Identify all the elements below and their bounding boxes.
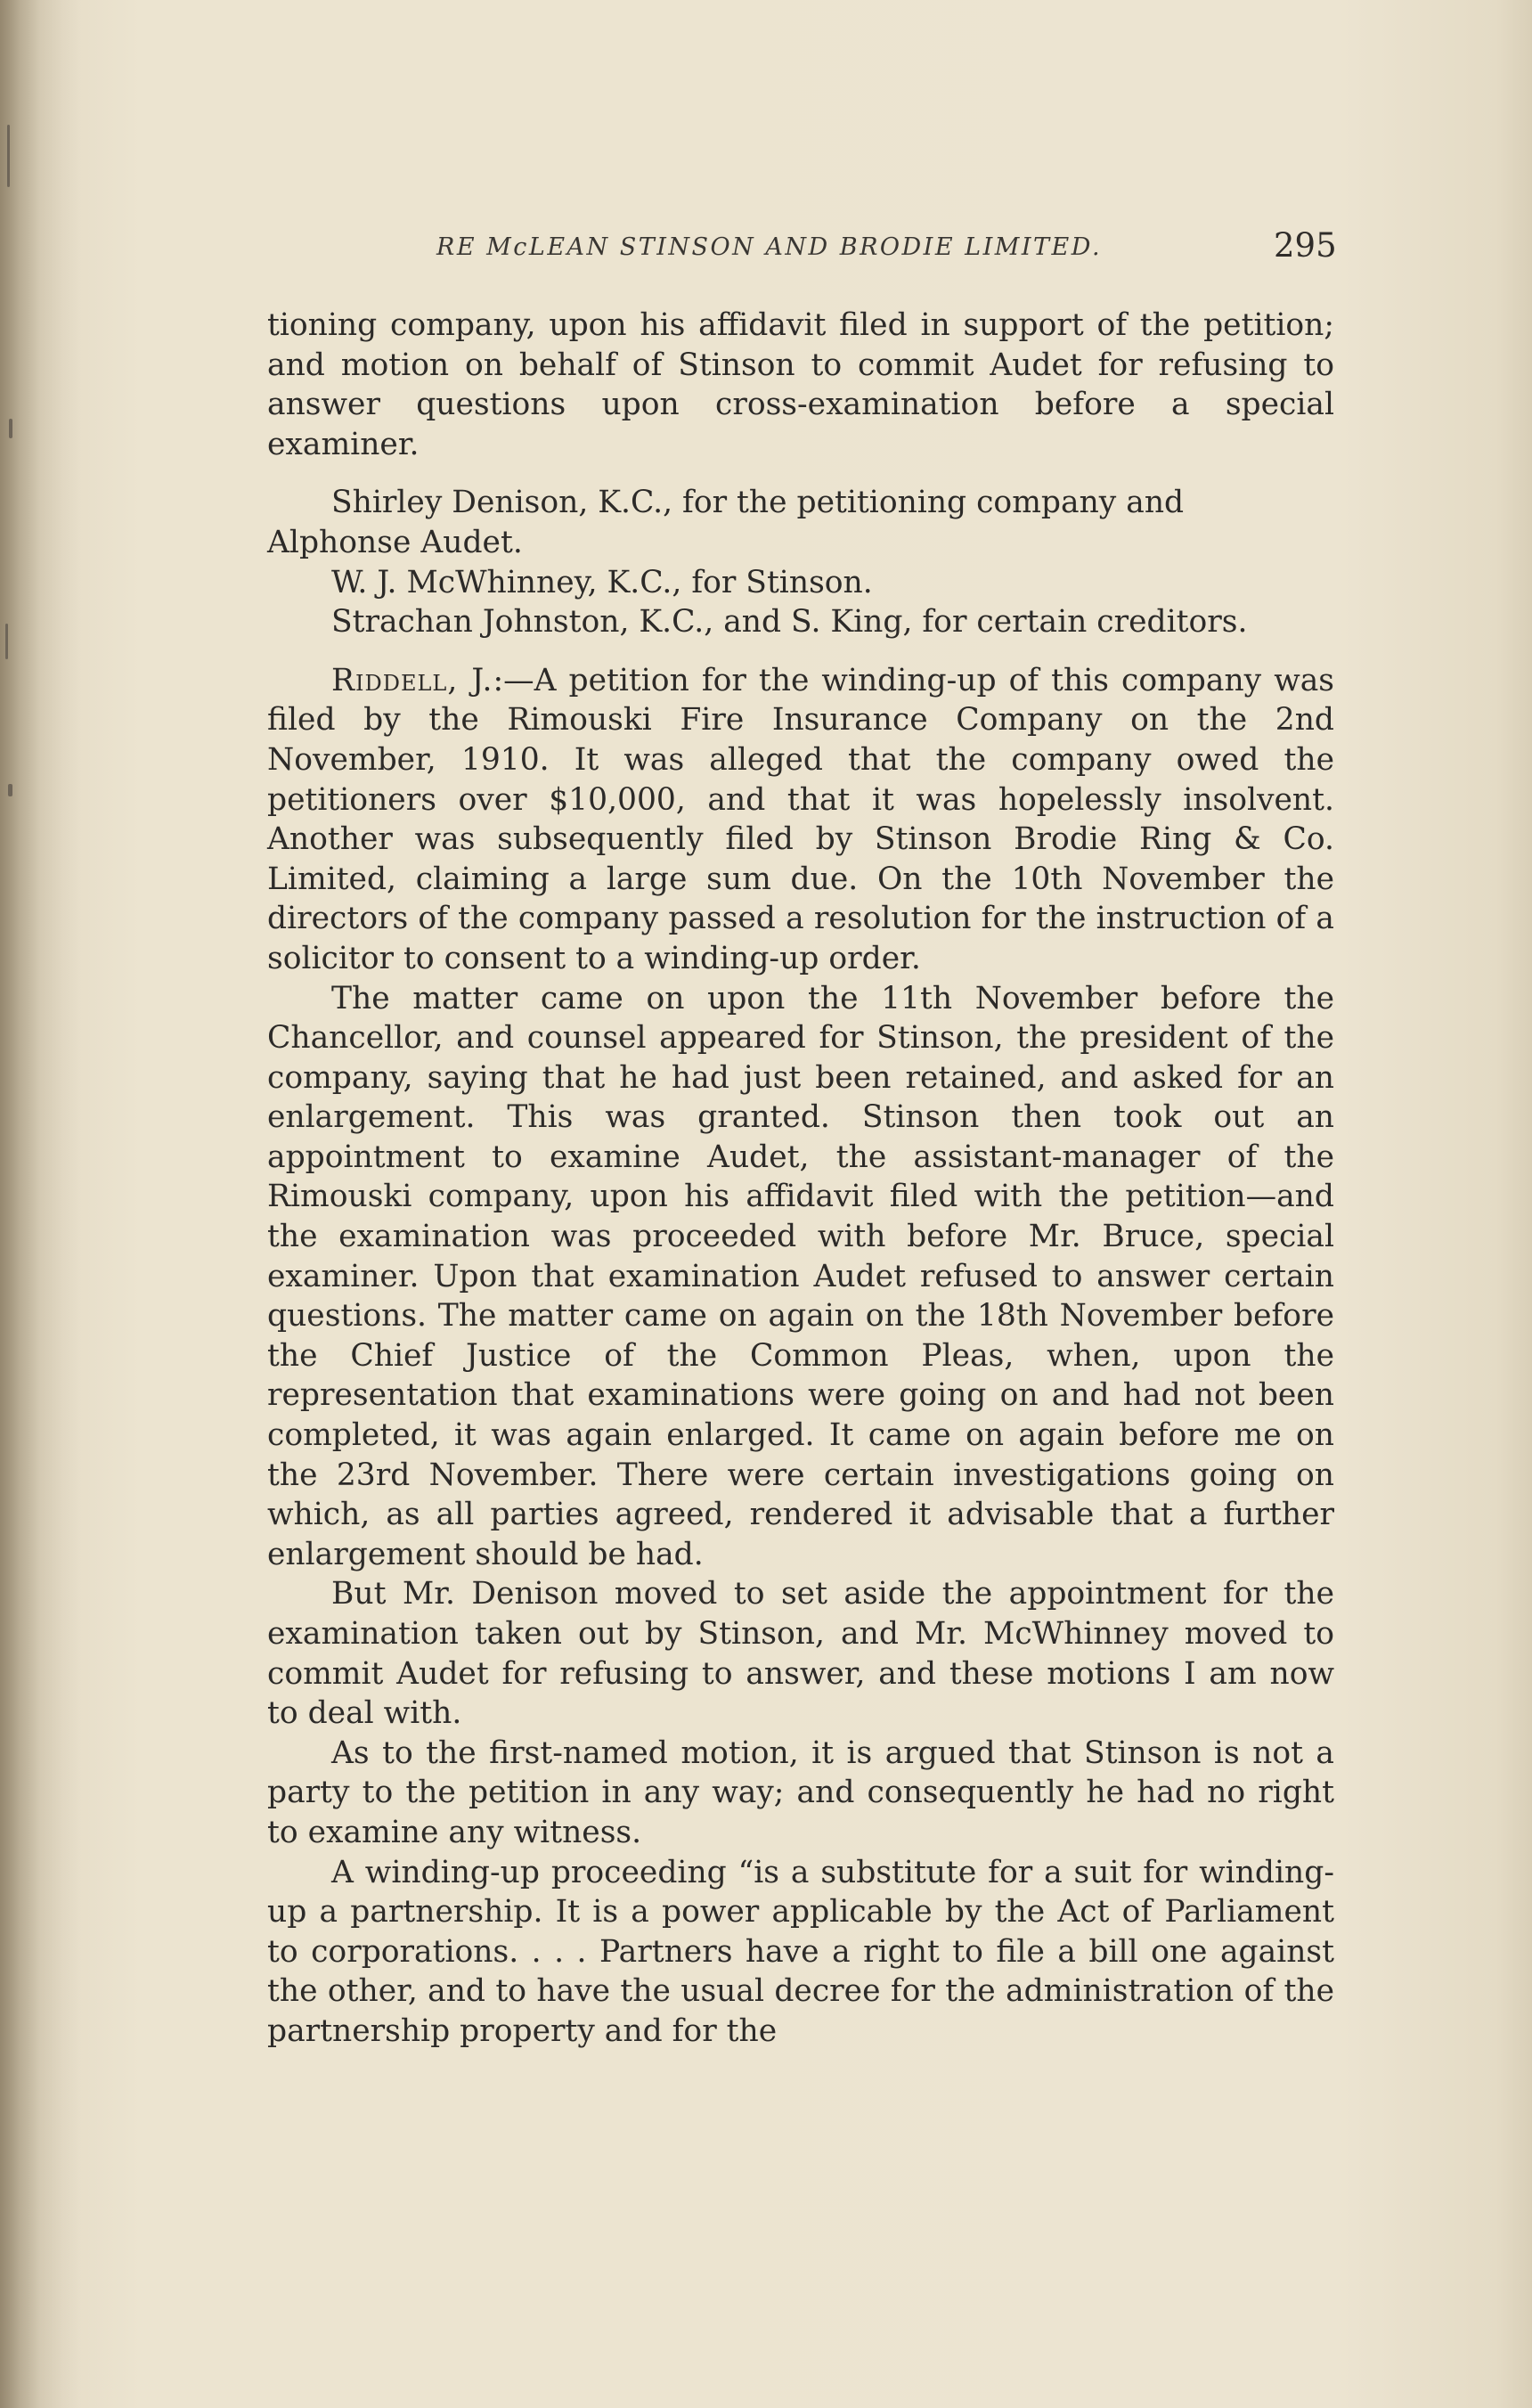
paragraph: A winding-up proceeding “is a substitute for a suit for winding-up a partnership. It is a power applicable by the Act of Parliament to corporations. . . . Partners have a right to file a bill one against the other, and to have the usual decree for the administration of the partnership property and for the xyxy=(267,1854,1334,2049)
page-number: 295 xyxy=(1274,226,1337,265)
counsel-entry: Strachan Johnston, K.C., and S. King, for certain creditors. xyxy=(331,604,1248,641)
paragraph: But Mr. Denison moved to set aside the appointment for the examination taken out by Stinson, and Mr. McWhinney moved to commit Audet for refusing to answer, and these motions I am now to deal with. xyxy=(267,1576,1334,1732)
counsel-entry: W. J. McWhinney, K.C., for Stinson. xyxy=(331,564,873,600)
page-edge-mark xyxy=(8,784,12,796)
judge-name: Riddell, J. xyxy=(331,662,493,698)
page-edge-mark xyxy=(5,624,8,659)
counsel-list xyxy=(267,483,1334,641)
running-head: RE McLEAN STINSON AND BRODIE LIMITED. xyxy=(436,233,1103,261)
counsel-entry: Shirley Denison, K.C., for the petitioning company and Alphonse Audet. xyxy=(267,485,1185,560)
page-edge-mark xyxy=(7,125,10,187)
judgment-opening-text: :—A petition for the winding-up of this company was filed by the Rimouski Fire Insurance Company on the 2nd November, 1910. It was alleged that the company owed the petitioners over $10,000, and that it was hopelessly insolvent. Another was subsequently filed by Stinson Brodie Ring & Co. Limited, claiming a large sum due. On the 10th November the directors of the company passed a resolution for the instruction of a solicitor to consent to a winding-up order. xyxy=(267,662,1334,976)
paragraph: As to the first-named motion, it is argued that Stinson is not a party to the petition in any way; and consequently he had no right to examine any witness. xyxy=(267,1735,1334,1850)
paragraph: The matter came on upon the 11th November before the Chancellor, and counsel appeared for Stinson, the president of the company, saying that he had just been retained, and asked for an enlargement. This was granted. Stinson then took out an appointment to examine Audet, the assistant-manager of the Rimouski company, upon his affidavit filed with the petition—and the examination was proceeded with before Mr. Bruce, special examiner. Upon that examination Audet refused to answer certain questions. The matter came on again on the 18th November before the Chief Justice of the Common Pleas, when, upon the representation that examinations were going on and had not been completed, it was again enlarged. It came on again before me on the 23rd November. There were certain investigations going on which, as all parties agreed, rendered it advisable that a further enlargement should be had. xyxy=(267,980,1334,1572)
page-edge-mark xyxy=(9,419,12,438)
binding-gutter-shadow xyxy=(0,0,80,2408)
paragraph-continuation: tioning company, upon his affidavit filed in support of the petition; and motion on behalf of Stinson to commit Audet for refusing to answer questions upon cross-examination before a special examiner. xyxy=(267,307,1334,462)
judgment-opening-paragraph xyxy=(267,661,1334,979)
body-text xyxy=(267,306,1334,2052)
page-header xyxy=(267,221,1336,274)
